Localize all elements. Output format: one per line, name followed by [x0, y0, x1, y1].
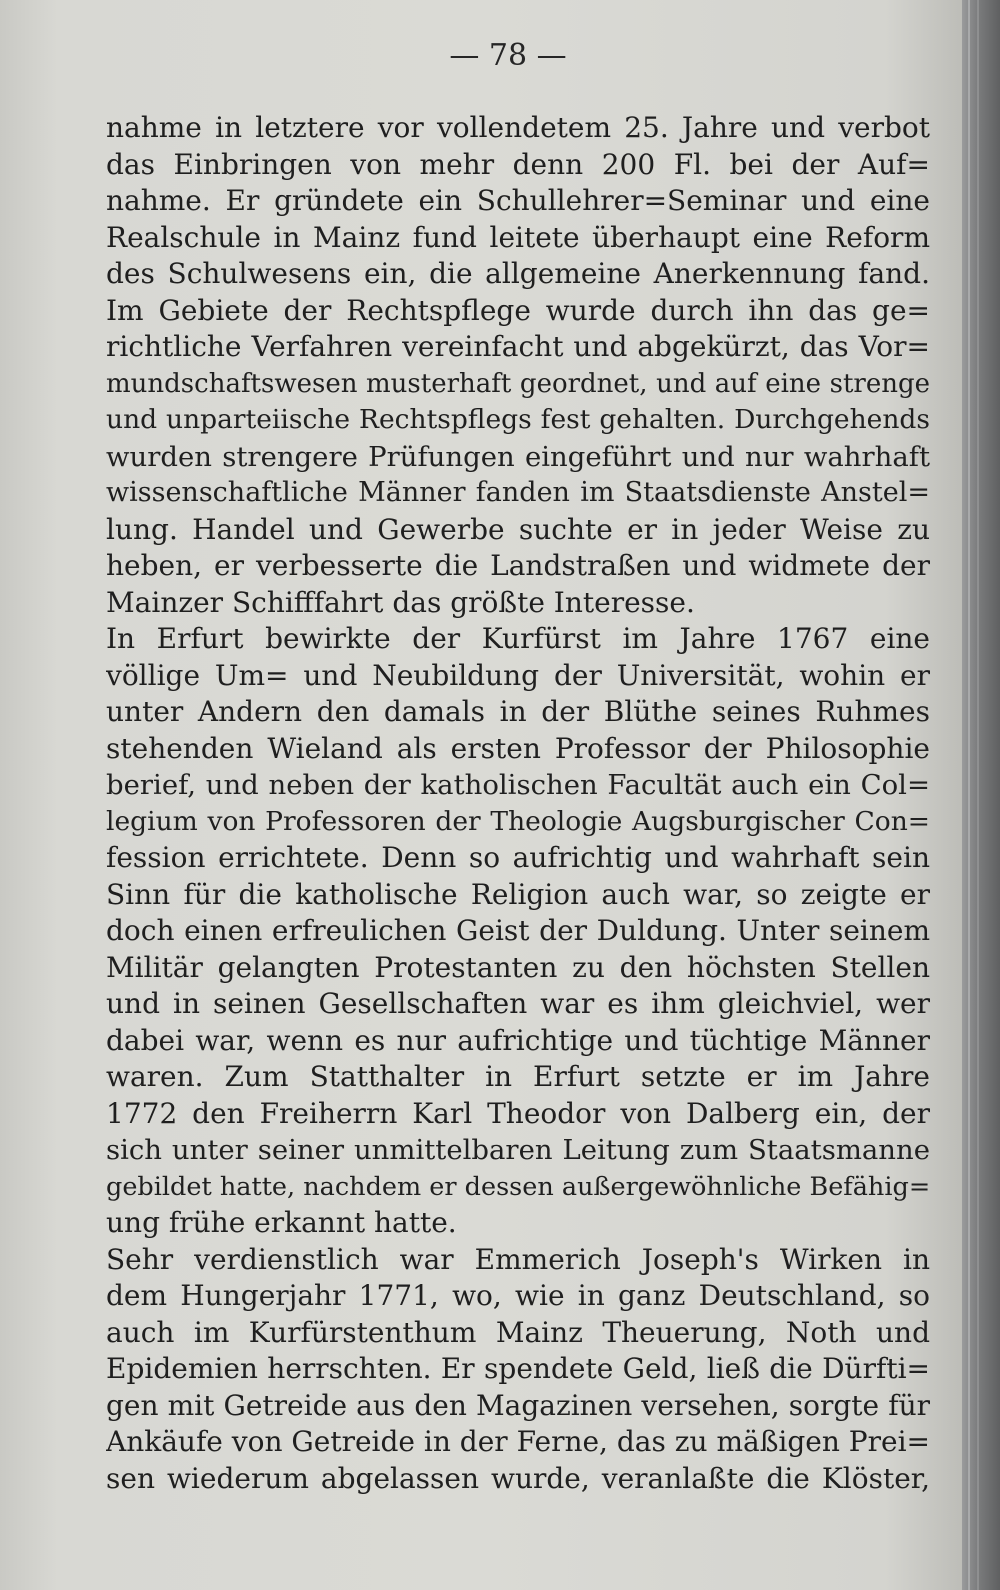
text-line: dabei war, wenn es nur aufrichtige und tüchtige Männer: [106, 1023, 930, 1057]
text-line: sich unter seiner unmittelbaren Leitung zum Staatsmanne: [106, 1134, 930, 1166]
text-line: mundschaftswesen musterhaft geordnet, und auf eine strenge: [106, 368, 930, 399]
text-line: Epidemien herrschten. Er spendete Geld, ließ die Dürfti=: [106, 1352, 930, 1385]
text-line: ung frühe erkannt hatte.: [106, 1206, 457, 1239]
text-line: Sinn für die katholische Religion auch war, so zeigte er: [106, 877, 930, 911]
page-number: — 78 —: [449, 38, 567, 73]
page-edge-line: [977, 0, 979, 1590]
body-text: [106, 110, 930, 1497]
text-line: und in seinen Gesellschaften war es ihm gleichviel, wer: [106, 987, 930, 1020]
text-line: wissenschaftliche Männer fanden im Staatsdienste Anstel=: [106, 477, 930, 508]
text-line: Realschule in Mainz fund leitete überhaupt eine Reform: [106, 220, 930, 254]
text-line: lung. Handel und Gewerbe suchte er in jeder Weise zu: [106, 512, 930, 546]
text-line: In Erfurt bewirkte der Kurfürst im Jahre 1767 eine: [106, 622, 930, 655]
text-line: dem Hungerjahr 1771, wo, wie in ganz Deutschland, so: [106, 1279, 930, 1312]
text-line: Ankäufe von Getreide in der Ferne, das zu mäßigen Prei=: [106, 1425, 930, 1458]
text-line: unter Andern den damals in der Blüthe seines Ruhmes: [106, 695, 930, 728]
text-line: heben, er verbesserte die Landstraßen und widmete der: [106, 549, 930, 582]
page-edge-line: [968, 0, 970, 1590]
text-line: waren. Zum Statthalter in Erfurt setzte er im Jahre: [106, 1060, 930, 1093]
text-line: berief, und neben der katholischen Facultät auch ein Col=: [106, 769, 930, 801]
text-line: doch einen erfreulichen Geist der Duldung. Unter seinem: [106, 914, 930, 947]
text-line: nahme in letztere vor vollendetem 25. Jahre und verbot: [106, 111, 930, 144]
text-line: Militär gelangten Protestanten zu den höchsten Stellen: [106, 950, 930, 984]
text-line: stehenden Wieland als ersten Professor der Philosophie: [106, 731, 930, 765]
text-line: gebildet hatte, nachdem er dessen außergewöhnliche Befähig=: [106, 1171, 930, 1202]
text-line: das Einbringen von mehr denn 200 Fl. bei der Auf=: [106, 147, 930, 181]
text-line: auch im Kurfürstenthum Mainz Theuerung, Noth und: [106, 1315, 930, 1349]
text-line: Sehr verdienstlich war Emmerich Joseph's Wirken in: [106, 1242, 930, 1276]
text-line: fession errichtete. Denn so aufrichtig und wahrhaft sein: [106, 841, 930, 874]
text-line: nahme. Er gründete ein Schullehrer=Seminar und eine: [106, 184, 930, 217]
text-line: des Schulwesens ein, die allgemeine Anerkennung fand.: [106, 257, 930, 290]
text-line: sen wiederum abgelassen wurde, veranlaßte die Klöster,: [106, 1461, 930, 1495]
text-line: Im Gebiete der Rechtspflege wurde durch ihn das ge=: [106, 293, 930, 327]
text-line: richtliche Verfahren vereinfacht und abgekürzt, das Vor=: [106, 330, 930, 363]
text-line: gen mit Getreide aus den Magazinen versehen, sorgte für: [106, 1388, 930, 1422]
page-edge: [962, 0, 1000, 1590]
text-line: Mainzer Schifffahrt das größte Interesse.: [106, 585, 695, 619]
text-line: 1772 den Freiherrn Karl Theodor von Dalberg ein, der: [106, 1096, 930, 1130]
text-line: völlige Um= und Neubildung der Universität, wohin er: [106, 658, 930, 692]
text-line: und unparteiische Rechtspflegs fest gehalten. Durchgehends: [106, 404, 930, 435]
text-line: legium von Professoren der Theologie Augsburgischer Con=: [106, 805, 930, 837]
text-line: wurden strengere Prüfungen eingeführt und nur wahrhaft: [106, 440, 930, 473]
